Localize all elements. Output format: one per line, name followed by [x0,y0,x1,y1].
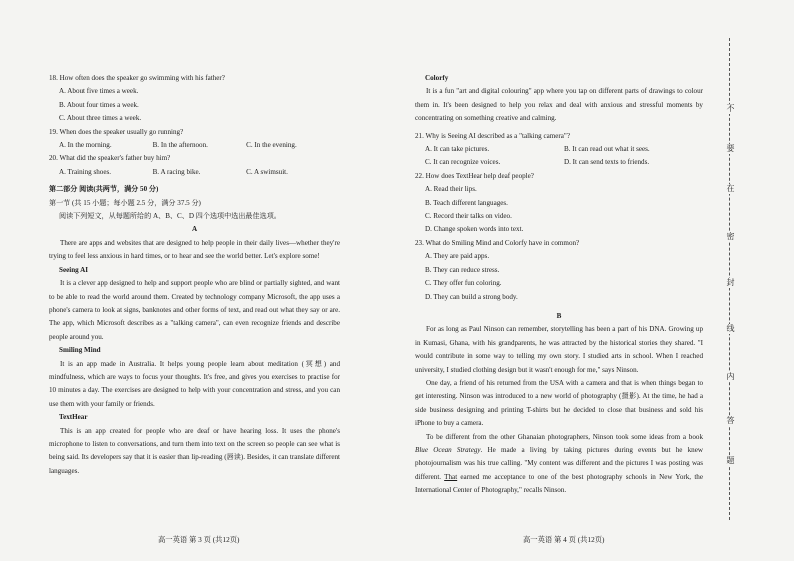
passage-b-line: was different. [415,459,703,481]
q23-option-b: B. They can reduce stress. [425,265,500,274]
seeing-ai-line: what they say or are. The app, which Microsoft describes as a "talking camera", can even [49,305,340,328]
q18-option-a: A. About five times a week. [59,87,139,96]
q21-option-b: B. It can read out what it sees. [564,145,650,154]
passage-b-line: When I reached university, I studied clothing design but it wasn't enough for me," says Ninson. [415,352,703,374]
passage-b-line: the International Center of Photography," recalls Ninson. [415,472,703,495]
q18-option-b: B. About four times a week. [59,100,139,109]
q23-option-c: C. They offer fun coloring. [425,279,502,288]
passage-b-line: photojournalism was his true calling. "My content was different and the pictures I was posting [415,459,690,468]
q23-stem: 23. What do Smiling Mind and Colorfy have in common? [415,238,580,247]
passage-b-line: business and sold his iPhone to buy a camera. [415,405,703,428]
seeing-ai-title: Seeing AI [59,265,88,274]
smiling-mind-line: mindfulness, which are ways to focus your thoughts. It's free, and gives you exercises to [49,372,306,381]
passage-b-paragraph-1 [415,323,703,377]
q21-options-row1 [415,143,703,156]
seeing-ai-line: It is a clever app designed to help and support people who are blind or partially sighted, [60,279,312,288]
passage-b-line: book [688,432,703,441]
q19-stem: 19. When does the speaker usually go running? [49,127,184,136]
seeing-ai-line: the app uses a phone's camera to look at signs, banknotes and other forms of text, and read out [49,292,340,314]
part2-heading: 第二部分 阅读(共两节，满分 50 分) [49,185,159,194]
q20-options [49,166,340,179]
q23-option-d: D. They can build a strong body. [425,292,518,301]
colorfy-line: It is a fun "art and digital colouring" app where you tap on different parts of drawings to [426,87,683,96]
passage-b-line: time, he had a side business designing and printing T-shirts but he decided to close that [415,392,703,414]
seeing-ai-line: and want to be able to read the world around them. Created by technology company Microsoft, [49,279,340,301]
texthear-line: This is an app created for people who are deaf or have hearing loss. It uses the phone's [60,426,340,435]
q19-option-c: C. In the evening. [246,141,297,150]
binding-char: 答 [724,416,737,426]
passage-b-line: earned me acceptance to one of the best photography schools in New York, [457,472,692,481]
passage-b-line: began to get interesting. Ninson was introduced to a new world of photography (摄影). At the [415,378,703,401]
smiling-mind-line: stress, and you can use them with your family or friends. [49,386,340,408]
q21-option-d: D. It can send texts to friends. [564,158,650,167]
book-title: Blue Ocean Strategy [415,445,481,454]
passage-b-label: B [556,311,562,320]
seeing-ai-text [49,277,340,344]
smiling-mind-title: Smiling Mind [59,346,101,355]
passage-b-line: Growing up in Kumasi, Ghana, with his grandparents, he was attracted by the historical stories [415,325,703,347]
passage-a-intro [49,237,340,264]
q19-option-a: A. In the morning. [59,141,112,150]
q20-option-c: C. A swimsuit. [246,167,288,176]
binding-char: 线 [724,324,737,334]
colorfy-title: Colorfy [425,74,449,82]
binding-char: 题 [724,456,737,466]
q20-option-b: B. A racing bike. [152,167,201,176]
seeing-ai-line: recognize friends and describe people around you. [49,319,340,341]
q21-option-a: A. It can take pictures. [425,145,490,154]
texthear-line: translate different languages. [49,453,341,475]
q20-option-a: A. Training shoes. [59,167,112,176]
passage-b-line: . He made a living by taking pictures during events but he knew [480,445,703,454]
reading-instruction: 阅读下列短文，从每题所给的 A、B、C、D 四个选项中选出最佳选项。 [59,212,281,221]
binding-char: 不 [724,104,737,114]
texthear-line: what is being said. Its developers say that it is easier than lip-reading (唇读). Besides, it can [49,439,340,462]
q19-options [49,139,340,152]
binding-line [726,38,742,520]
passage-b-line: For as long as Paul Ninson can remember, storytelling has been a part of his DNA. [426,325,667,334]
q22-option-d: D. Change spoken words into text. [425,225,524,234]
right-page [415,72,703,498]
q19-option-b: B. In the afternoon. [152,141,208,150]
colorfy-line: moments by concentrating on something creative and calming. [415,100,703,123]
q21-option-c: C. It can recognize voices. [425,158,501,167]
texthear-text [49,425,340,479]
colorfy-line: colour them in. It's been designed to help you relax and deal with anxious and stressful [415,87,703,109]
section1-heading: 第一节 (共 15 小题；每小题 2.5 分，满分 37.5 分) [49,198,201,207]
intro-line: There are apps and websites that are designed to help people in their daily lives—whether [60,238,319,247]
passage-b-line: One day, a friend of his returned from the USA with a camera and that is when things [426,378,677,387]
passage-b-paragraph-2 [415,377,703,431]
intro-line: explore some! [279,252,320,261]
passage-b-line: they shared. "I would contribute in some way to telling my own story. I studied arts in school. [415,338,703,361]
binding-char: 内 [724,372,737,382]
left-page [49,72,340,478]
smiling-mind-line: practise for 10 minutes a day. The exercises are designed to help with your concentration and [49,372,340,395]
smiling-mind-line: It is an app made in Australia. It helps young people learn about meditation (冥想) and [60,359,340,368]
binding-char: 在 [724,184,737,194]
binding-char: 密 [724,232,737,242]
intro-line: they're trying to feel less anxious in hard times, or to hear and see the world better. Let's [49,238,340,261]
passage-a-label: A [191,225,198,234]
page-footer-right: 高一英语 第 4 页 (共12页) [523,535,605,544]
q22-option-c: C. Record their talks on video. [425,212,512,221]
q18-stem: 18. How often does the speaker go swimming with his father? [49,74,225,82]
colorfy-text [415,85,703,125]
texthear-line: microphone to listen to conversations, and turn them into text on the screen so people can see [49,439,318,448]
smiling-mind-text [49,358,340,412]
passage-b-paragraph-3 [415,431,703,498]
binding-char: 要 [724,144,737,154]
q21-options-row2 [415,156,703,169]
q22-option-b: B. Teach different languages. [425,198,508,207]
passage-b-line: To be different from the other Ghanaian photographers, Ninson took some ideas from a [426,432,687,441]
texthear-title: TextHear [59,413,88,422]
q21-stem: 21. Why is Seeing AI described as a "talking camera"? [415,131,570,140]
q18-option-c: C. About three times a week. [59,114,142,123]
underlined-word-that: That [444,472,458,481]
q20-stem: 20. What did the speaker's father buy him? [49,154,171,163]
q22-option-a: A. Read their lips. [425,185,477,194]
binding-char: 封 [724,278,737,288]
q22-stem: 22. How does TextHear help deaf people? [415,171,534,180]
page-footer-left: 高一英语 第 3 页 (共12页) [158,535,240,544]
q23-option-a: A. They are paid apps. [425,252,490,261]
